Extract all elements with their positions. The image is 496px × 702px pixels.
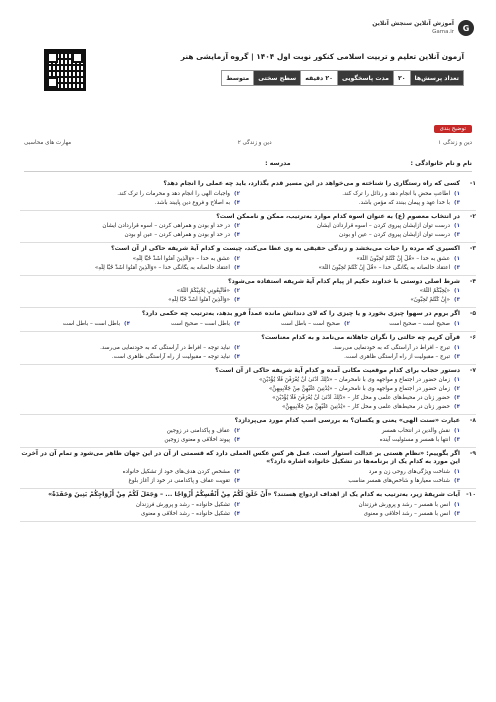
school-label: مدرسه : — [265, 160, 291, 167]
answer-option[interactable] — [20, 231, 240, 239]
option-number: ۳) — [454, 353, 460, 360]
option-number: ۱) — [454, 377, 460, 384]
answer-option[interactable] — [20, 436, 240, 444]
option-text: عفاف و پاکدامنی در زوجین — [166, 427, 230, 434]
question-number: ۸- — [469, 417, 476, 425]
brand-name: آموزش آنلاین سنجش آنلاین — [372, 20, 454, 27]
option-number: ۱) — [454, 320, 460, 327]
option-text: عشق به خدا – «وَالَّذِينَ آمَنُوا أَشَدُّ حُبًّا لِلَّهِ» — [132, 255, 230, 262]
answer-option[interactable] — [240, 427, 460, 435]
answer-option[interactable] — [20, 376, 460, 384]
option-text: نباید توجه – مقبولیت از راه آراستگی ظاهری است. — [111, 353, 230, 360]
option-text: باطل است – باطل است — [62, 320, 120, 327]
answer-option[interactable] — [240, 468, 460, 476]
question-text: آیات شریفهٔ زیر، به‌ترتیب به کدام یک از اهداف ازدواج هستند؟ «أَنْ خَلَقَ لَكُمْ مِنْ أَنْفُسِكُمْ أَزْوَاجًا ... – وَجَعَلَ لَكُمْ مِنْ أَزْوَاجِكُمْ بَنِينَ وَحَفَدَةً» — [48, 490, 460, 498]
section-tag: توضیح بندی — [434, 125, 472, 133]
question-number: ۲- — [469, 212, 476, 220]
question-text: دستور حجاب برای کدام موقعیت مکانی آمده و کدام آیهٔ شریفه حاکی از آن است؟ — [215, 366, 460, 374]
option-number: ۲) — [454, 386, 460, 393]
option-number: ۴) — [454, 404, 460, 411]
answer-option[interactable] — [20, 385, 460, 393]
option-text: درست توان ازایشان پیروی کردن – عین او بودن — [338, 232, 450, 239]
exam-meta-cell: ۲۰ دقیقه — [300, 71, 337, 85]
option-text: شناخت ویژگی‌های روحی زن و مرد — [368, 468, 450, 475]
answer-option[interactable] — [240, 344, 460, 352]
option-number: ۱) — [454, 344, 460, 351]
answer-option[interactable] — [20, 222, 240, 230]
answer-option[interactable] — [20, 353, 240, 361]
question-item — [20, 448, 476, 489]
option-text: مشخص کردن هدف‌های خود از تشکیل خانواده — [122, 468, 230, 475]
answer-option[interactable] — [20, 264, 240, 272]
answer-option[interactable] — [20, 403, 460, 411]
option-number: ۲) — [234, 190, 240, 197]
option-text: در حد او بودن و همراهی کردن – اسوه قراردادن ایشان — [102, 223, 230, 230]
option-number: ۱) — [454, 501, 460, 508]
option-number: ۴) — [234, 264, 240, 271]
option-text: اطاعتِ محضِ با انجام دهد و رذائل را ترک کند. — [342, 190, 450, 197]
option-text: حضور زنان در محیط‌های علمی و محل کار – «يُدْنِينَ عَلَيْهِنَّ مِنْ جَلَابِيبِهِنَّ» — [281, 404, 450, 411]
answer-option[interactable] — [20, 427, 240, 435]
answer-option[interactable] — [240, 501, 460, 509]
answer-option[interactable] — [20, 501, 240, 509]
answer-option[interactable] — [240, 436, 460, 444]
option-number: ۲) — [234, 501, 240, 508]
option-number: ۱) — [454, 288, 460, 295]
answer-option[interactable] — [20, 344, 240, 352]
option-text: زمان حضور در اجتماع و مواجهه وی با نامحرمان – «يُدْنِينَ عَلَيْهِنَّ مِنْ جَلَابِيبِهِنَّ» — [268, 386, 450, 393]
option-number: ۴) — [234, 353, 240, 360]
option-number: ۲) — [234, 344, 240, 351]
option-text: عشق به خدا – «قُلْ إِنْ كُنْتُمْ تُحِبُّونَ اللَّهَ» — [356, 255, 450, 262]
option-text: «وَالَّذِينَ آمَنُوا أَشَدُّ حُبًّا لِلَّهِ» — [168, 297, 230, 304]
option-number: ۱) — [454, 468, 460, 475]
topic-item: دین و زندگی ۱ — [438, 140, 472, 146]
question-number: ۶- — [469, 333, 476, 341]
option-number: ۳) — [454, 395, 460, 402]
option-text: تبرج – افراط در آراستگی که به خودنمایی می‌رسد. — [332, 344, 450, 351]
option-number: ۳) — [454, 297, 460, 304]
option-number: ۱) — [454, 190, 460, 197]
option-text: صحیح است – باطل است — [281, 320, 340, 327]
option-text: نباید توجه – افراط در آراستگی که به خودنمایی می‌رسد. — [100, 344, 230, 351]
option-text: تشکیل خانواده – رشد و پرورش فرزندان — [135, 501, 230, 508]
answer-option[interactable] — [20, 255, 240, 263]
answer-option[interactable] — [20, 199, 240, 207]
answer-option[interactable] — [240, 320, 350, 328]
option-number: ۴) — [124, 320, 130, 327]
option-text: به اصلاح و فروع دین پایبند باشد. — [154, 199, 230, 206]
option-number: ۴) — [234, 232, 240, 239]
question-item — [20, 489, 476, 522]
option-number: ۳) — [454, 436, 460, 443]
option-text: باطل است – صحیح است — [171, 320, 230, 327]
answer-option[interactable] — [240, 199, 460, 207]
question-number: ۷- — [469, 366, 476, 374]
question-item — [20, 178, 476, 211]
answer-option[interactable] — [20, 287, 240, 295]
option-text: انس با همسر – رشد و پرورش فرزندان — [358, 501, 450, 508]
topic-item: دین و زندگی ۲ — [237, 140, 272, 146]
option-number: ۴) — [234, 436, 240, 443]
option-text: انتها با همسر و مسئولیت آینده — [379, 436, 450, 443]
answer-option[interactable] — [240, 231, 460, 239]
option-text: انس با همسر – رشد اخلاقی و معنوی — [363, 510, 450, 517]
exam-title: آزمون آنلاین تعلیم و تربیت اسلامی کنکور نوبت اول ۱۴۰۴ | گروه آزمایشی هنر — [180, 52, 464, 61]
option-text: تبرج – مقبولیت از راه آراستگی ظاهری است. — [344, 353, 450, 360]
answer-option[interactable] — [20, 190, 240, 198]
option-number: ۳) — [454, 477, 460, 484]
question-text: اگر بگوییم: «نظام هستی بر عدالت استوار است. عمل هر کس عکس العملی دارد که قسمتی از آن در این جهان ظاهر می‌شود و تمام آن در آخرت این مورد به کدام یک از برنامه‌ها در تشکیل خانواده اشاره دارد؟» — [21, 449, 460, 466]
question-number: ۱- — [469, 180, 476, 187]
option-text: «يُحِبُّكُمُ اللَّهُ» — [419, 288, 450, 295]
option-text: نقش والدین در انتخاب همسر — [381, 427, 450, 434]
answer-option[interactable] — [20, 394, 460, 402]
exam-meta-cell: متوسط — [226, 74, 250, 82]
question-list — [20, 178, 476, 522]
question-number: ۵- — [469, 310, 476, 318]
option-text: زمان حضور در اجتماع و مواجهه وی با نامحرمان – «ذَٰلِكَ أَدْنَىٰ أَنْ يُعْرَفْنَ فَلَا يُؤْذَيْنَ» — [258, 377, 450, 384]
option-text: واجبات الهی را انجام دهد و محرمات را ترک کند. — [117, 190, 230, 197]
option-number: ۳) — [454, 232, 460, 239]
question-text: اگر بروم در سهوا چیزی بخورد و یا چیزی را که لای دندانش مانده عمداً فرو بدهد، به‌ترتیب چه حکمی دارد؟ — [141, 310, 460, 318]
option-text: اعتقاد خالصانه به یگانگی خدا – «وَالَّذِينَ آمَنُوا أَشَدُّ حُبًّا لِلَّهِ» — [94, 264, 230, 271]
question-item — [20, 276, 476, 309]
exam-meta — [221, 70, 464, 86]
question-text: شرط اصلی دوستی با خداوند حکیم از پیام کدام آیهٔ شریفه استفاده می‌شود؟ — [227, 277, 460, 285]
option-number: ۱) — [454, 427, 460, 434]
topics-row — [24, 140, 472, 146]
answer-option[interactable] — [20, 296, 240, 304]
question-number: ۳- — [469, 245, 476, 253]
option-number: ۴) — [234, 297, 240, 304]
option-number: ۱) — [454, 223, 460, 230]
option-text: صحیح است – صحیح است — [389, 320, 450, 327]
question-item — [20, 243, 476, 276]
qr-code-icon — [44, 49, 86, 91]
question-text: قرآن کریم چه حالتی را نگران جاهلانه می‌نامد و به کدام معناست؟ — [261, 333, 460, 341]
answer-option[interactable] — [240, 264, 460, 272]
student-name-label: نام و نام خانوادگی : — [410, 160, 472, 167]
answer-option[interactable] — [240, 510, 460, 518]
answer-option[interactable] — [240, 255, 460, 263]
option-number: ۱) — [454, 255, 460, 262]
question-item — [20, 365, 476, 416]
question-number: ۹- — [469, 449, 476, 457]
option-number: ۲) — [344, 320, 350, 327]
question-item — [20, 332, 476, 365]
answer-option[interactable] — [240, 353, 460, 361]
answer-option[interactable] — [130, 320, 240, 328]
question-text: در انتخاب معصوم (ع) به عنوان اسوه کدام موارد به‌ترتیب، ممکن و ناممکن است؟ — [216, 212, 460, 220]
brand-site: Gama.ir — [432, 29, 454, 35]
option-number: ۲) — [234, 223, 240, 230]
option-text: تقویت عفاف و پاکدامنی در خود از آغاز بلوغ — [128, 477, 230, 484]
exam-meta-cell: سطح سختی — [253, 71, 300, 85]
option-number: ۲) — [234, 427, 240, 434]
option-number: ۲) — [234, 468, 240, 475]
answer-option[interactable] — [20, 477, 240, 485]
option-text: تشکیل خانواده – رشد اخلاقی و معنوی — [141, 510, 230, 517]
answer-option[interactable] — [20, 468, 240, 476]
exam-meta-cell: تعداد پرسش‌ها — [410, 71, 463, 85]
brand-logo-icon: G — [458, 20, 474, 36]
option-text: درست توان ازایشان پیروی کردن – اسوه قراردادن ایشان — [316, 223, 450, 230]
topic-item: مهارت های محاسبی — [24, 140, 72, 146]
option-number: ۴) — [234, 510, 240, 517]
answer-option[interactable] — [240, 190, 460, 198]
option-number: ۴) — [234, 477, 240, 484]
option-text: پیوند اخلاقی و معنوی زوجین — [164, 436, 230, 443]
option-number: ۴) — [234, 199, 240, 206]
option-text: در حد او بودن و همراهی کردن – عین او بودن — [124, 232, 230, 239]
option-text: «إِنْ كُنْتُمْ تُحِبُّونَ» — [410, 297, 450, 304]
answer-option[interactable] — [240, 287, 460, 295]
answer-option[interactable] — [350, 320, 460, 328]
question-number: ۱۰- — [466, 490, 476, 498]
option-number: ۲) — [234, 288, 240, 295]
answer-option[interactable] — [240, 296, 460, 304]
exam-header — [24, 6, 474, 116]
question-number: ۴- — [469, 277, 476, 285]
exam-meta-cell: ۲۰ — [393, 71, 410, 85]
option-number: ۳) — [454, 510, 460, 517]
question-item — [20, 211, 476, 244]
student-info — [24, 160, 472, 172]
option-text: حضور زنان در محیط‌های علمی و محل کار – «ذَٰلِكَ أَدْنَىٰ أَنْ يُعْرَفْنَ فَلَا يُؤْذَيْنَ» — [272, 395, 450, 402]
exam-meta-cell: مدت پاسخگویی — [337, 71, 393, 85]
answer-option[interactable] — [20, 320, 130, 328]
option-number: ۳) — [454, 199, 460, 206]
answer-option[interactable] — [240, 477, 460, 485]
option-number: ۲) — [234, 255, 240, 262]
question-item — [20, 415, 476, 448]
option-text: اعتقاد خالصانه به یگانگی خدا – «قُلْ إِنْ كُنْتُمْ تُحِبُّونَ اللَّهَ» — [318, 264, 450, 271]
question-text: عبارت «سنت الهی» یعنی و یکسان؟ به بررسی اسپ کدام مورد می‌پردازد؟ — [234, 417, 460, 425]
option-number: ۳) — [454, 264, 460, 271]
answer-option[interactable] — [240, 222, 460, 230]
question-text: اکسیری که مرده را حیات می‌بخشد و زندگی حقیقی به وی عطا می‌کند، چیست و کدام آیهٔ شریفه حاکی از آن است؟ — [111, 245, 460, 253]
brand — [372, 20, 474, 36]
option-text: «فَاتَّبِعُونِي يُحْبِبْكُمُ اللَّهُ» — [176, 288, 230, 295]
option-text: با خدا عهد و پیمان ببندد که مؤمن باشد. — [358, 199, 450, 206]
option-number: ۳) — [234, 320, 240, 327]
question-item — [20, 308, 476, 332]
answer-option[interactable] — [20, 510, 240, 518]
option-text: شناخت معیارها و شاخص‌های همسر مناسب — [348, 477, 450, 484]
question-text: کسی که راه رستگاری را شناخته و می‌خواهد در این مسیر قدم بگذارد، باید چه عملی را انجام دهد؟ — [163, 180, 460, 187]
